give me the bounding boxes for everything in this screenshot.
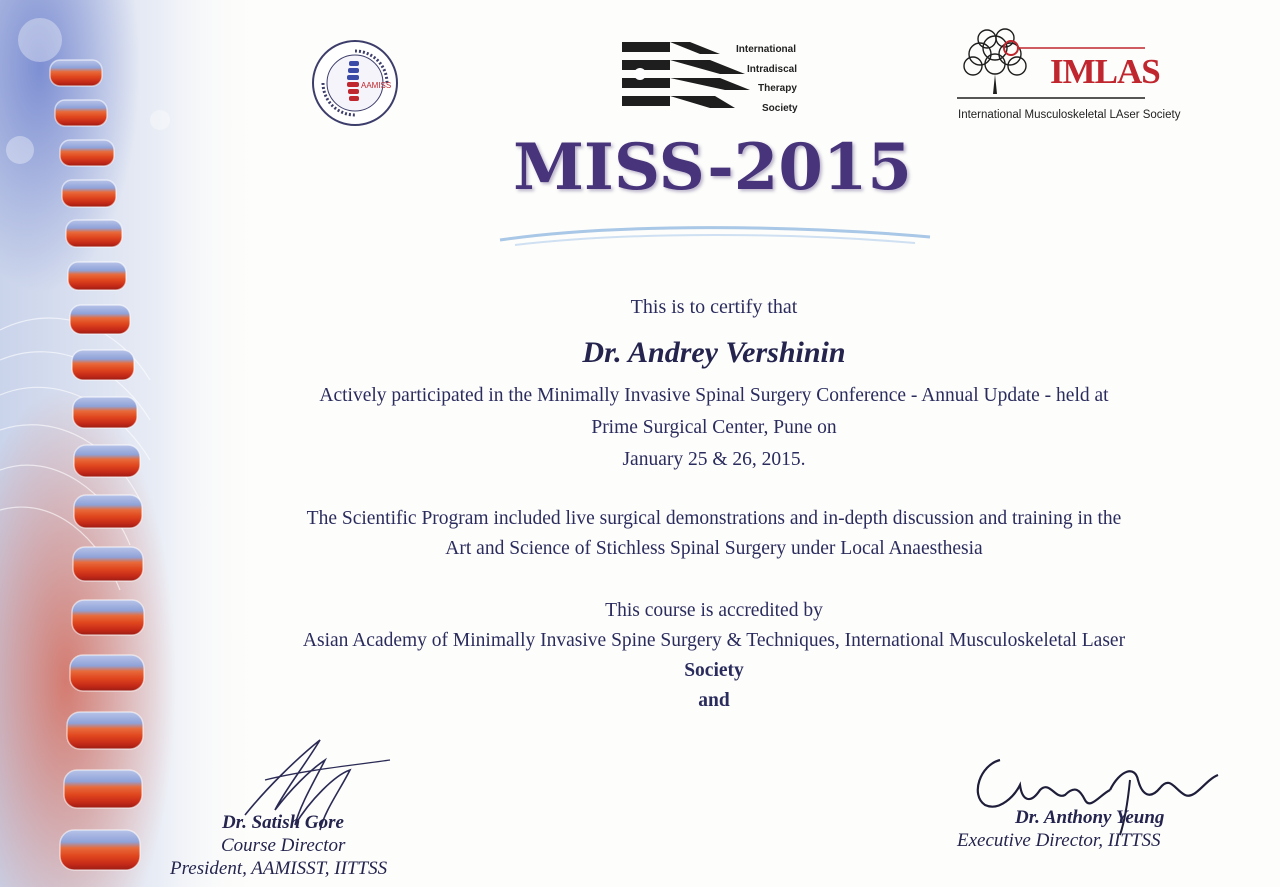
title-swoosh bbox=[495, 215, 935, 255]
iits-line: Society bbox=[762, 102, 798, 114]
participation-line-2: Prime Surgical Center, Pune on bbox=[591, 417, 837, 438]
event-date: January 25 & 26, 2015. bbox=[622, 449, 806, 470]
aamis-logo bbox=[305, 37, 405, 129]
accredited-heading: This course is accredited by bbox=[605, 600, 823, 621]
accreditors-line-1: Asian Academy of Minimally Invasive Spine Surgery & Techniques, International Musculoskeletal Laser bbox=[302, 630, 1126, 651]
program-line-2: Art and Science of Stichless Spinal Surgery under Local Anaesthesia bbox=[445, 538, 983, 559]
iits-line: Intradiscal bbox=[747, 63, 798, 75]
participation-line-1: Actively participated in the Minimally Invasive Spinal Surgery Conference - Annual Update - held at bbox=[319, 385, 1109, 406]
right-signatory-name: Dr. Anthony Yeung bbox=[1015, 807, 1165, 828]
certificate-title: MISS-2015 bbox=[513, 130, 912, 205]
recipient-name: Dr. Andrey Vershinin bbox=[582, 336, 846, 369]
accreditors-line-2: Society bbox=[684, 660, 744, 681]
program-line-1: The Scientific Program included live surgical demonstrations and in-depth discussion and training in the bbox=[306, 508, 1122, 529]
left-signatory-name: Dr. Satish Gore bbox=[222, 812, 344, 833]
iits-line: Therapy bbox=[758, 83, 797, 94]
left-signatory-title: President, AAMISST, IITTSS bbox=[170, 858, 388, 879]
left-signatory-role: Course Director bbox=[221, 835, 346, 856]
svg-text:AAMISS: AAMISS bbox=[361, 81, 392, 90]
and-text: and bbox=[698, 690, 730, 711]
certify-text: This is to certify that bbox=[630, 296, 798, 318]
imlas-subtitle: International Musculoskeletal LAser Society bbox=[958, 109, 1181, 121]
iits-name bbox=[736, 40, 798, 118]
right-signatory-role: Executive Director, IITTSS bbox=[957, 830, 1161, 851]
imlas-name: IMLAS bbox=[1050, 52, 1160, 91]
iits-line: International bbox=[736, 44, 797, 55]
